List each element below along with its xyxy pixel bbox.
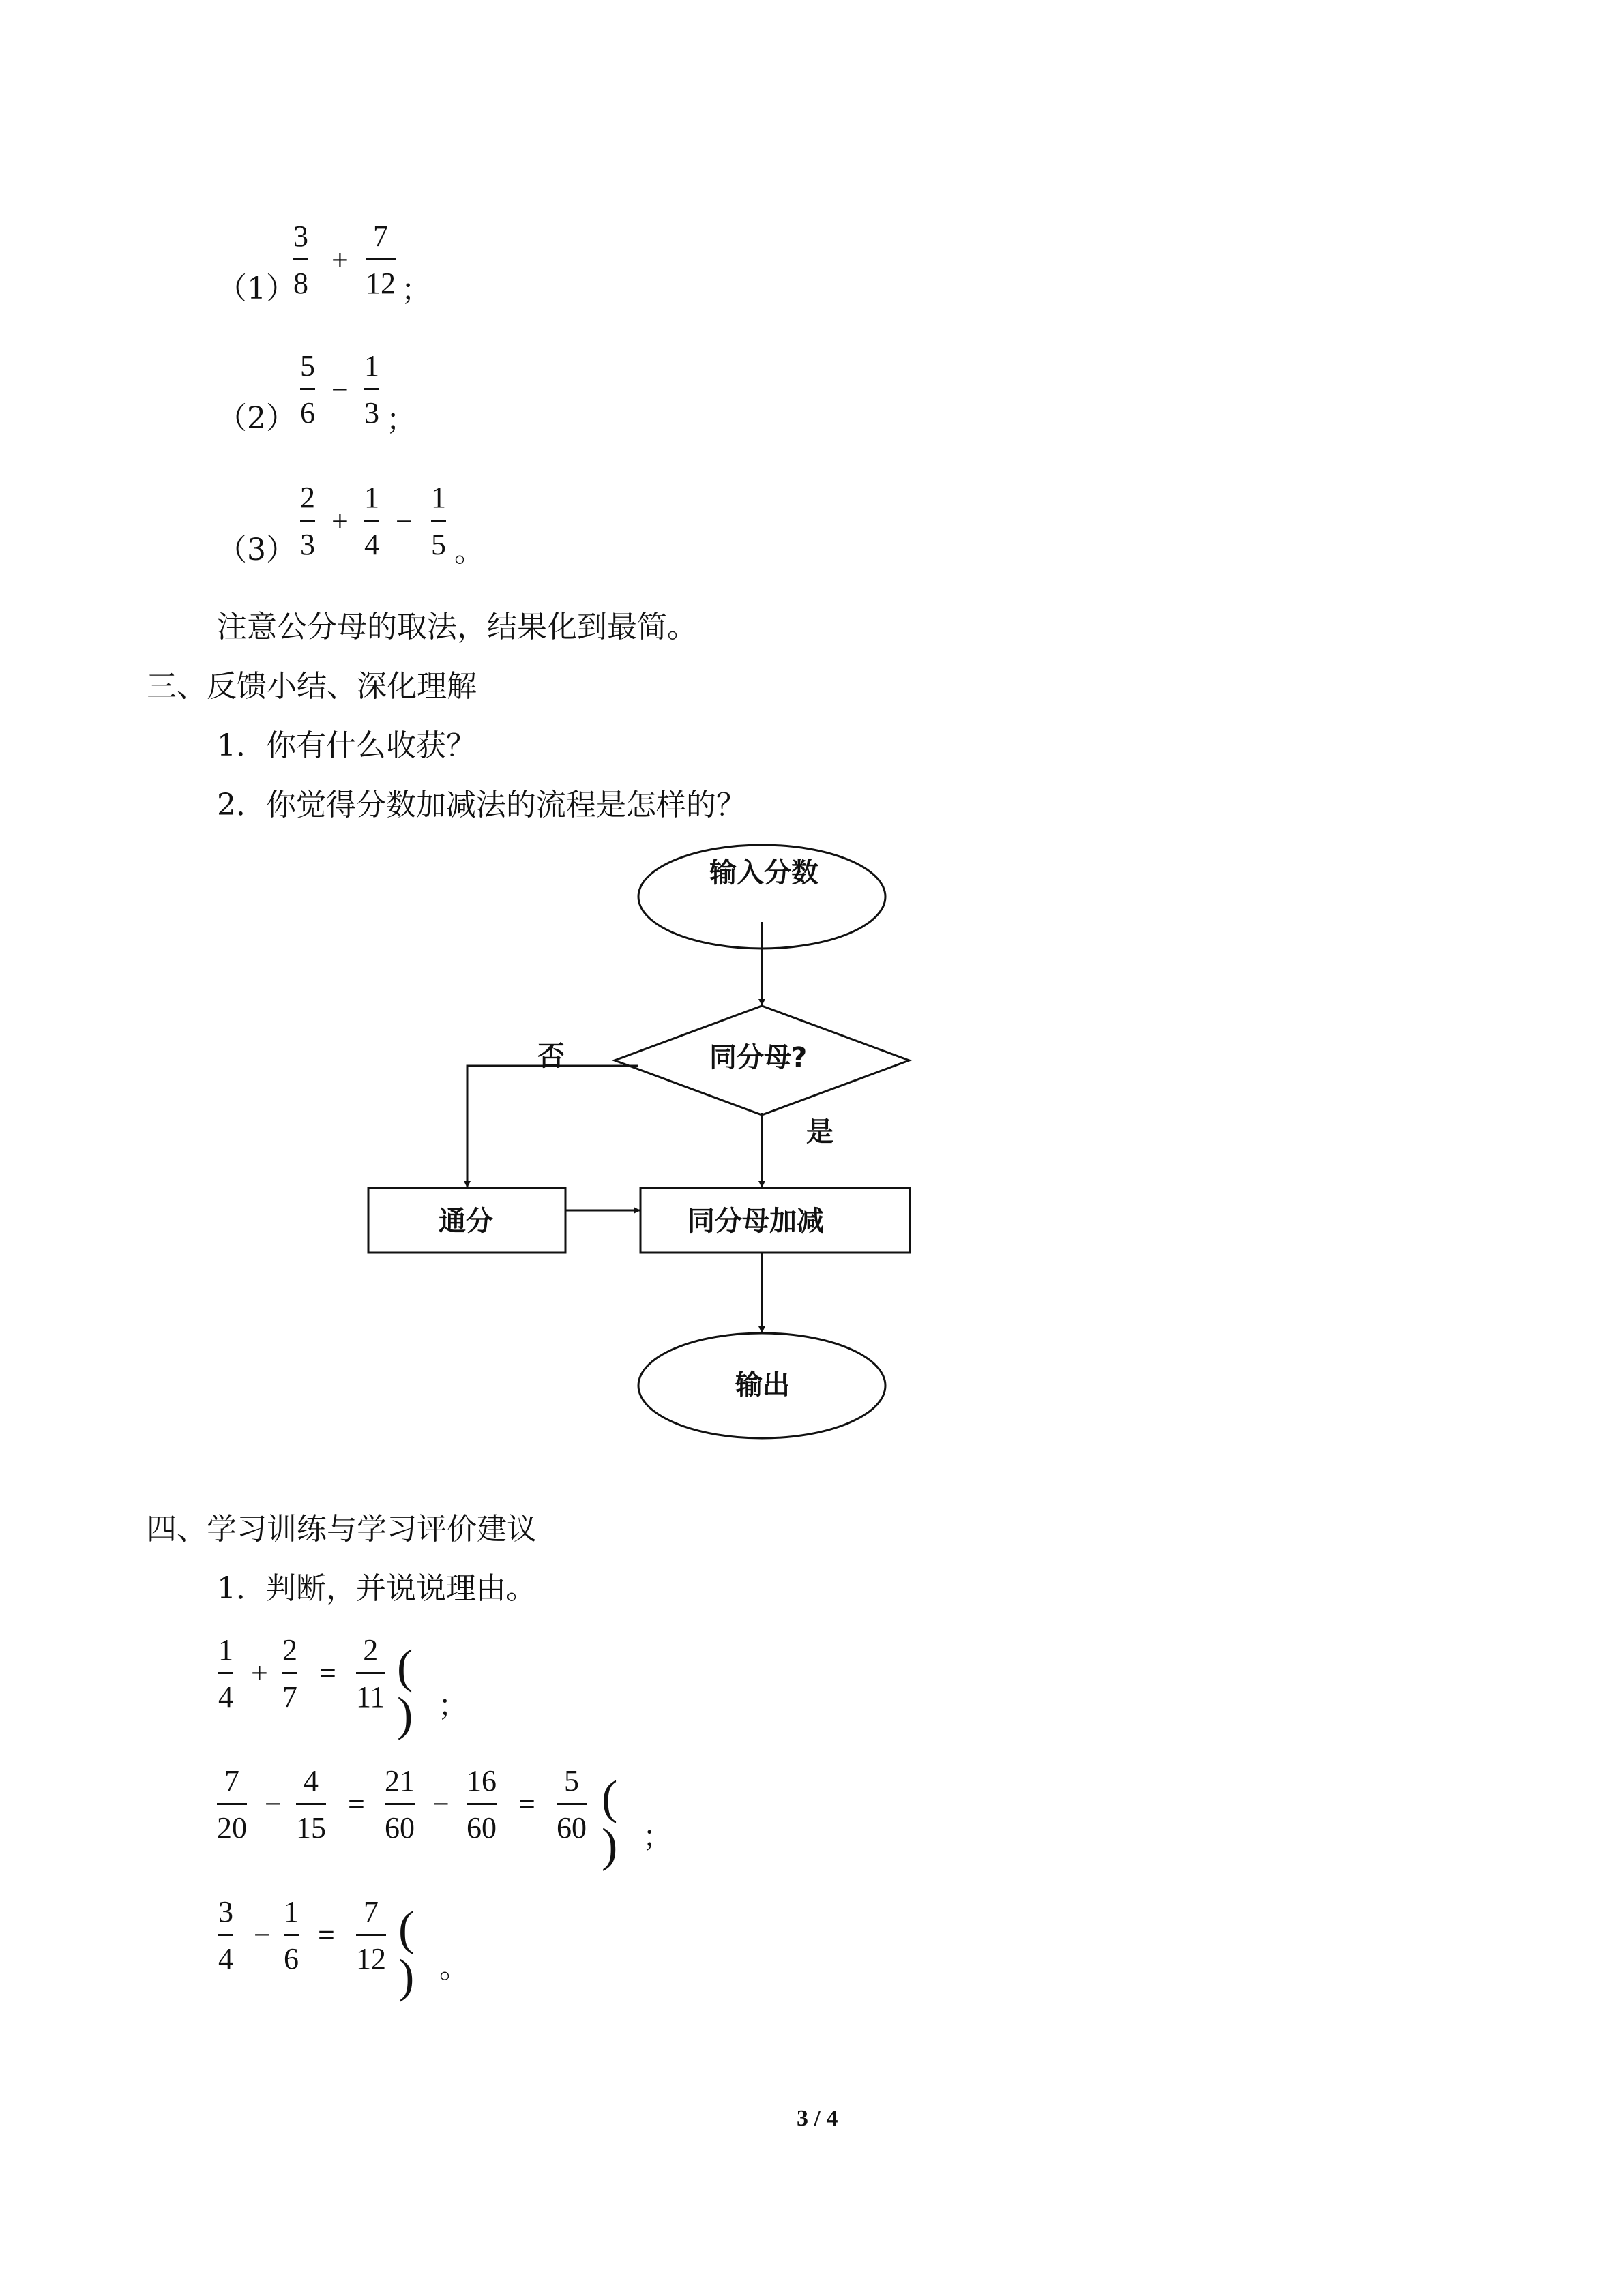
end-label: 输出 [735, 1369, 790, 1401]
answer-blank: ( ) [398, 1903, 415, 2003]
operator: = [348, 1787, 365, 1821]
note-text: 注意公分母的取法，结果化到最简。 [217, 610, 697, 644]
exercise-prefix: （3） [217, 533, 296, 567]
operator: − [396, 505, 413, 538]
operator: + [331, 243, 349, 277]
fraction: 2 7 [282, 1633, 297, 1714]
punctuation: ； [386, 402, 416, 437]
exercise-prefix: （1） [217, 271, 296, 306]
decision-label: 同分母? [709, 1042, 808, 1073]
judge-instruction: 1．判断，并说说理由。 [217, 1571, 536, 1606]
operator: − [331, 373, 349, 406]
arrow-no-branch [467, 1066, 638, 1187]
fraction: 1 4 [218, 1633, 233, 1714]
answer-blank: ( ) [602, 1772, 618, 1872]
page-number: 3 / 4 [797, 2106, 838, 2131]
fraction: 5 60 [557, 1764, 587, 1845]
fraction: 1 6 [284, 1895, 299, 1976]
fraction: 3 4 [218, 1895, 233, 1976]
no-label: 否 [537, 1041, 565, 1072]
fraction: 2 3 [300, 481, 315, 561]
start-label: 输入分数 [709, 857, 818, 889]
punctuation: ； [438, 1688, 468, 1723]
fraction: 7 20 [217, 1764, 247, 1845]
answer-blank: ( ) [397, 1641, 413, 1741]
fraction: 16 60 [467, 1764, 497, 1845]
question-2: 2．你觉得分数加减法的流程是怎样的？ [217, 788, 746, 822]
punctuation: 。 [454, 534, 484, 569]
fraction: 3 8 [293, 220, 308, 300]
fraction: 2 11 [356, 1633, 385, 1714]
compute-label: 同分母加减 [688, 1206, 824, 1237]
fraction: 1 4 [364, 481, 379, 561]
operator: − [254, 1918, 271, 1952]
section-4-heading: 四、学习训练与学习评价建议 [147, 1512, 537, 1547]
operator: − [265, 1787, 282, 1821]
fraction: 21 60 [385, 1764, 415, 1845]
convert-label: 通分 [439, 1206, 493, 1237]
punctuation: 。 [439, 1950, 469, 1985]
section-3-heading: 三、反馈小结、深化理解 [147, 669, 477, 704]
operator: − [432, 1787, 449, 1821]
operator: + [251, 1656, 268, 1690]
fraction: 1 3 [364, 349, 379, 430]
fraction: 7 12 [366, 220, 396, 300]
fraction: 5 6 [300, 349, 315, 430]
operator: + [331, 505, 349, 538]
yes-label: 是 [806, 1116, 833, 1148]
punctuation: ； [401, 273, 431, 308]
operator: = [319, 1656, 336, 1690]
fraction: 7 12 [356, 1895, 386, 1976]
operator: = [518, 1787, 535, 1821]
exercise-prefix: （2） [217, 401, 296, 436]
question-1: 1．你有什么收获？ [217, 728, 476, 763]
punctuation: ； [643, 1819, 673, 1854]
fraction: 4 15 [296, 1764, 326, 1845]
fraction: 1 5 [431, 481, 446, 561]
operator: = [318, 1918, 335, 1952]
